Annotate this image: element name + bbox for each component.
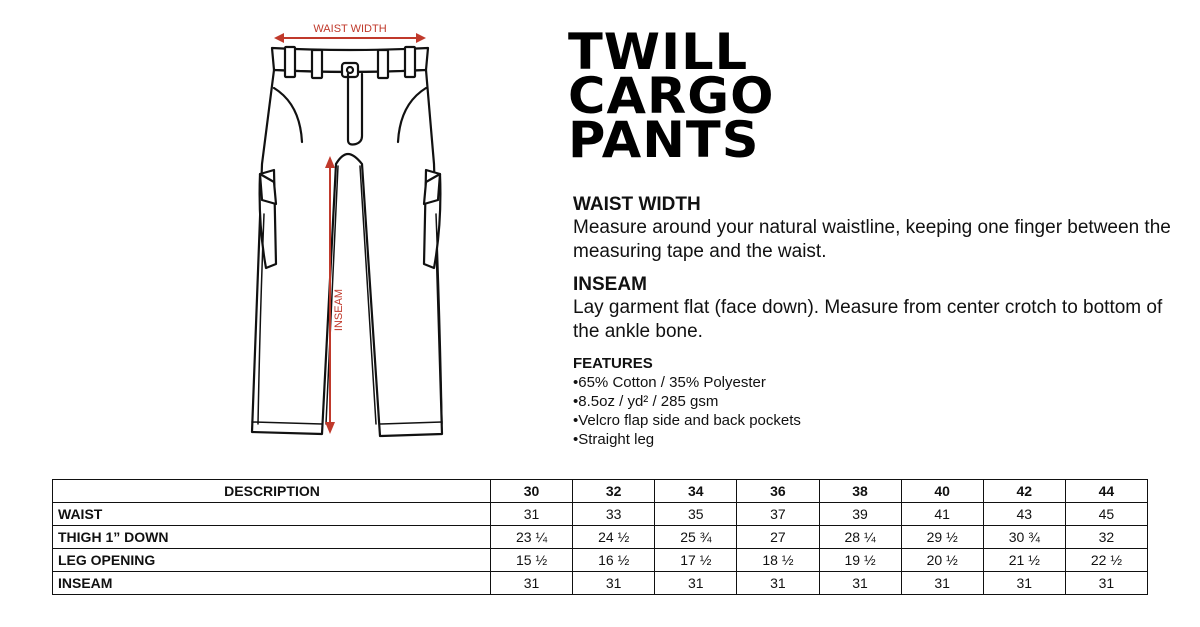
table-cell: 43: [983, 503, 1065, 526]
table-cell: 28 ¼: [819, 526, 901, 549]
pants-illustration: [230, 14, 470, 444]
table-cell: 31: [819, 572, 901, 595]
title-line-1: TWILL: [568, 23, 749, 81]
table-cell: 17 ½: [655, 549, 737, 572]
header-cell: 30: [491, 480, 573, 503]
table-cell: 22 ½: [1065, 549, 1147, 572]
table-cell: 37: [737, 503, 819, 526]
table-cell: 33: [573, 503, 655, 526]
header-cell: 32: [573, 480, 655, 503]
size-chart-table: [52, 479, 1148, 595]
table-row: [53, 572, 1148, 595]
title-line-3: PANTS: [568, 111, 760, 169]
title-line-2: CARGO: [568, 67, 775, 125]
header-cell: 36: [737, 480, 819, 503]
table-cell: 31: [983, 572, 1065, 595]
row-label: THIGH 1” DOWN: [53, 526, 491, 549]
table-cell: 29 ½: [901, 526, 983, 549]
table-cell: 31: [573, 572, 655, 595]
inseam-label: INSEAM: [333, 288, 345, 332]
table-row: [53, 526, 1148, 549]
header-cell: 44: [1065, 480, 1147, 503]
inseam-description: Lay garment flat (face down). Measure from center crotch to bottom of the ankle bone.: [573, 297, 1163, 342]
table-cell: 16 ½: [573, 549, 655, 572]
row-label: INSEAM: [53, 572, 491, 595]
table-cell: 21 ½: [983, 549, 1065, 572]
table-cell: 19 ½: [819, 549, 901, 572]
header-cell: DESCRIPTION: [53, 480, 491, 503]
inseam-heading: INSEAM: [573, 274, 647, 295]
header-cell: 34: [655, 480, 737, 503]
table-row: [53, 503, 1148, 526]
table-cell: 31: [491, 572, 573, 595]
table-cell: 45: [1065, 503, 1147, 526]
waist-heading: WAIST WIDTH: [573, 194, 701, 215]
table-cell: 31: [491, 503, 573, 526]
table-header-row: [53, 480, 1148, 503]
table-cell: 31: [901, 572, 983, 595]
table-cell: 24 ½: [573, 526, 655, 549]
table-cell: 18 ½: [737, 549, 819, 572]
pants-outline: [252, 47, 442, 436]
feature-item: •Straight leg: [573, 431, 655, 448]
header-cell: 38: [819, 480, 901, 503]
table-row: [53, 549, 1148, 572]
row-label: WAIST: [53, 503, 491, 526]
waist-width-label: WAIST WIDTH: [313, 23, 387, 35]
table-cell: 20 ½: [901, 549, 983, 572]
header-cell: 40: [901, 480, 983, 503]
table-cell: 31: [1065, 572, 1147, 595]
table-cell: 35: [655, 503, 737, 526]
table-cell: 31: [655, 572, 737, 595]
table-cell: 23 ¼: [491, 526, 573, 549]
measurement-info: [573, 194, 1173, 449]
table-cell: 32: [1065, 526, 1147, 549]
table-cell: 25 ¾: [655, 526, 737, 549]
header-cell: 42: [983, 480, 1065, 503]
product-title: [568, 23, 775, 169]
waist-description: Measure around your natural waistline, keeping one finger between the measuring tape and the waist.: [573, 217, 1171, 262]
feature-item: •Velcro flap side and back pockets: [573, 412, 801, 429]
table-cell: 27: [737, 526, 819, 549]
table-cell: 15 ½: [491, 549, 573, 572]
pants-diagram: [230, 14, 470, 444]
table-cell: 39: [819, 503, 901, 526]
table-cell: 41: [901, 503, 983, 526]
features-heading: FEATURES: [573, 355, 653, 372]
feature-item: •8.5oz / yd² / 285 gsm: [573, 393, 719, 410]
row-label: LEG OPENING: [53, 549, 491, 572]
table-cell: 30 ¾: [983, 526, 1065, 549]
feature-item: •65% Cotton / 35% Polyester: [573, 374, 766, 391]
table-cell: 31: [737, 572, 819, 595]
